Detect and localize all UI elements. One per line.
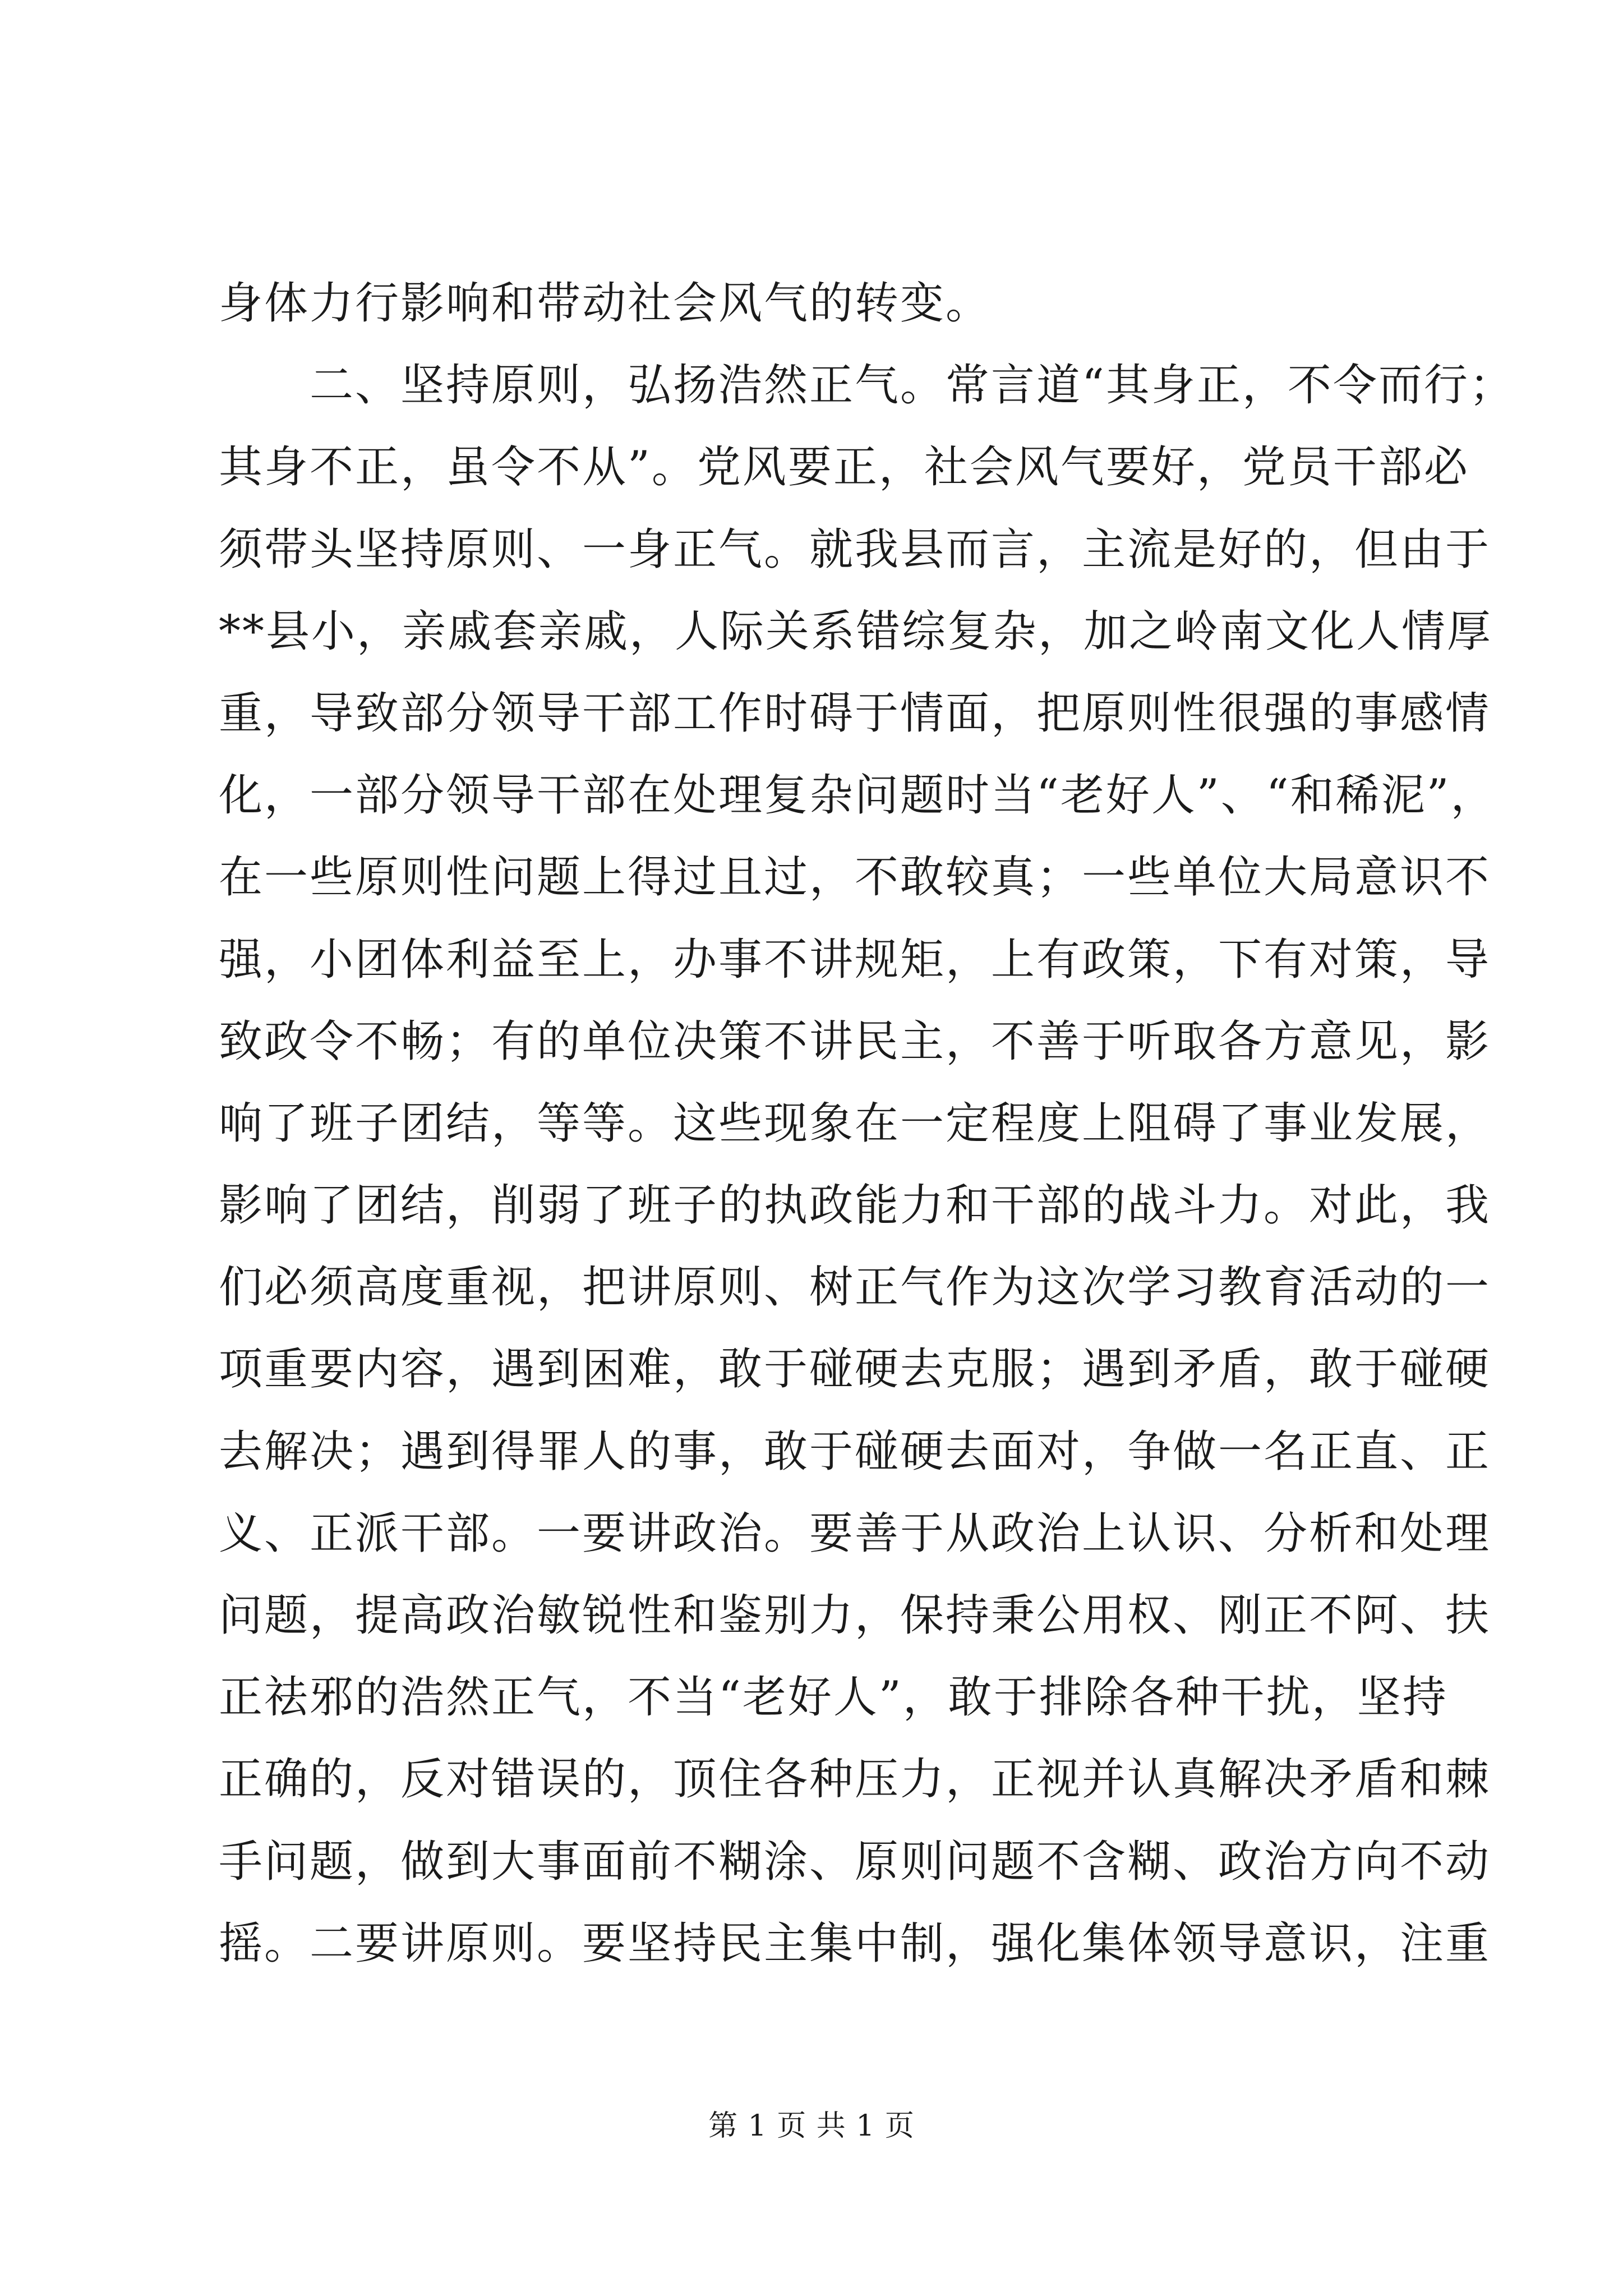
text-line: 问题，提高政治敏锐性和鉴别力，保持秉公用权、刚正不阿、扶 — [219, 1590, 1491, 1641]
text-line: 化，一部分领导干部在处理复杂问题时当“老好人”、“和稀泥”， — [219, 770, 1496, 821]
text-line: 须带头坚持原则、一身正气。就我县而言，主流是好的，但由于 — [219, 524, 1491, 575]
text-line: 义、正派干部。一要讲政治。要善于从政治上认识、分析和处理 — [219, 1508, 1491, 1559]
text-line: 身体力行影响和带动社会风气的转变。 — [219, 278, 992, 329]
text-line: 响了班子团结，等等。这些现象在一定程度上阻碍了事业发展， — [219, 1098, 1491, 1149]
text-line: 项重要内容，遇到困难，敢于碰硬去克服；遇到矛盾，敢于碰硬 — [219, 1344, 1491, 1395]
text-line: 重，导致部分领导干部工作时碍于情面，把原则性很强的事感情 — [219, 688, 1491, 739]
text-line: 去解决；遇到得罪人的事，敢于碰硬去面对，争做一名正直、正 — [219, 1426, 1491, 1477]
body-text — [219, 263, 1515, 1985]
text-line: 正确的，反对错误的，顶住各种压力，正视并认真解决矛盾和棘 — [219, 1754, 1491, 1805]
text-line: 二、坚持原则，弘扬浩然正气。常言道“其身正，不令而行； — [219, 360, 1515, 411]
text-line: 在一些原则性问题上得过且过，不敢较真；一些单位大局意识不 — [219, 852, 1491, 903]
text-line: 正祛邪的浩然正气，不当“老好人”，敢于排除各种干扰，坚持 — [219, 1672, 1448, 1723]
text-line: 手问题，做到大事面前不糊涂、原则问题不含糊、政治方向不动 — [219, 1836, 1491, 1887]
text-line: 强，小团体利益至上，办事不讲规矩，上有政策，下有对策，导 — [219, 934, 1491, 985]
page-footer: 第 1 页 共 1 页 — [708, 2109, 915, 2143]
text-line: 其身不正，虽令不从”。党风要正，社会风气要好，党员干部必 — [219, 442, 1469, 493]
text-line: 摇。二要讲原则。要坚持民主集中制，强化集体领导意识，注重 — [219, 1918, 1491, 1969]
text-line: 致政令不畅；有的单位决策不讲民主，不善于听取各方意见，影 — [219, 1016, 1491, 1067]
text-line: 影响了团结，削弱了班子的执政能力和干部的战斗力。对此，我 — [219, 1180, 1491, 1231]
text-line: **县小，亲戚套亲戚，人际关系错综复杂，加之岭南文化人情厚 — [219, 606, 1493, 657]
text-line: 们必须高度重视，把讲原则、树正气作为这次学习教育活动的一 — [219, 1262, 1491, 1313]
